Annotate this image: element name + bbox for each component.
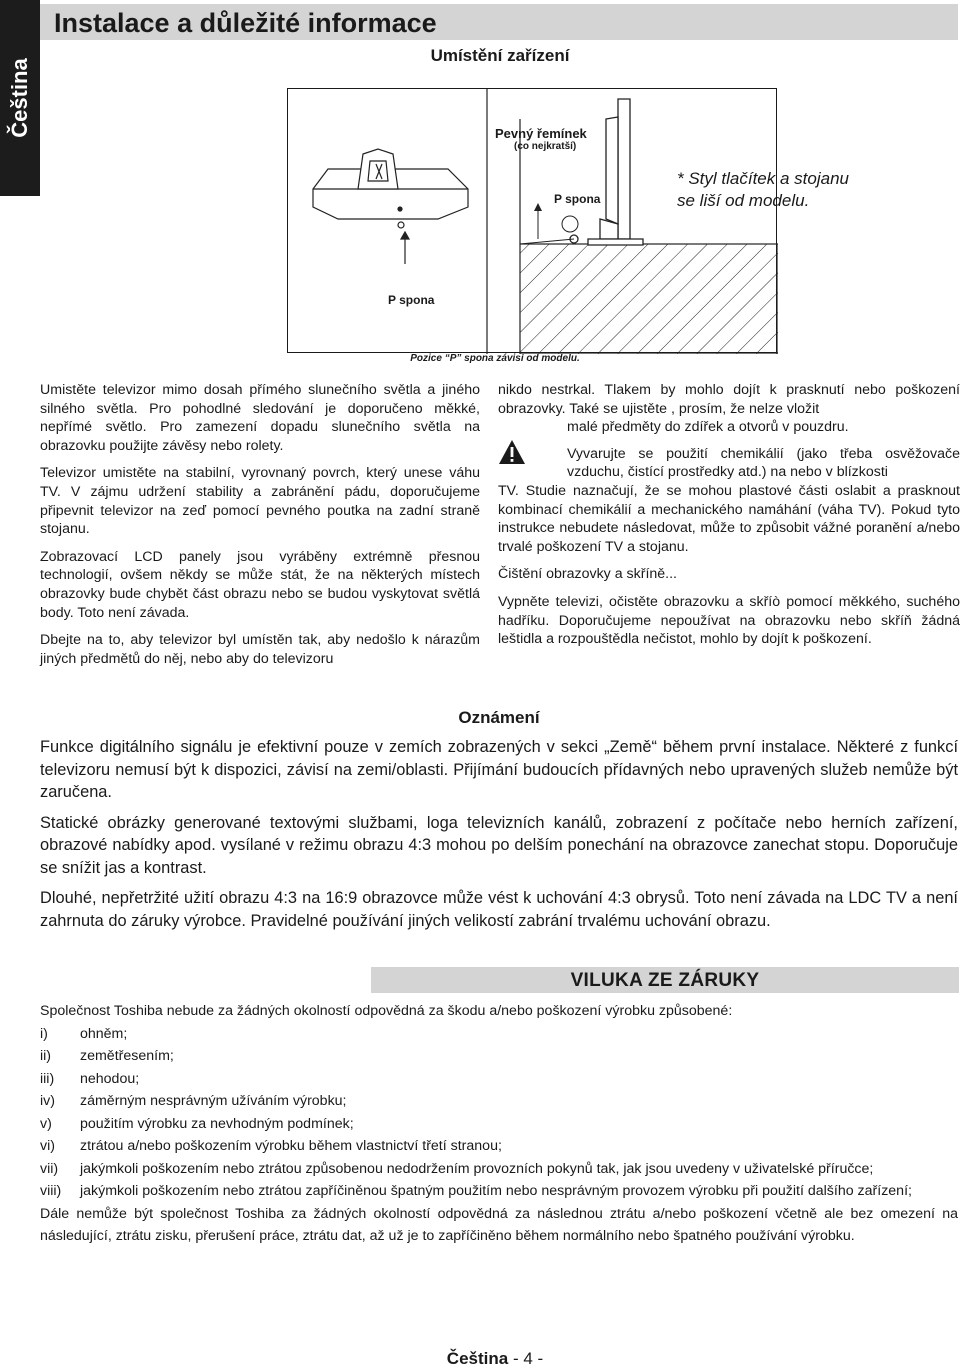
cleaning-heading: Čištění obrazovky a skříně... xyxy=(498,566,677,583)
page-footer xyxy=(0,1349,960,1369)
right-paragraph: TV. Studie naznačují, že se mohou plastové části oslabit a prasknout kombinací chemikálií a mechanického namáhání (váha TV). Pokud tyto instrukce nebudete následovat, může to způsobit vážné poranění a/nebo trvalé poškození TV a stojanu. xyxy=(498,482,960,555)
style-note-line2: se liší od modelu. xyxy=(677,191,810,210)
warning-icon xyxy=(498,439,526,465)
left-paragraph: Televizor umistěte na stabilní, vyrovnaný povrch, který unese váhu TV. V zájmu udržení stability a zabránění pádu, doporučujeme připevnit televizor na zeď pomocí pevného poutka na zadní straně stojanu. xyxy=(40,465,480,538)
left-paragraph: Zobrazovací LCD panely jsou vyráběny extrémně přesnou technologií, ovšem někdy se může stát, že na některých místech obrazovky bude chybět část obrazu nebo se budou vyskytovat světlá body. Toto není závada. xyxy=(40,548,480,621)
installation-figure xyxy=(287,88,777,353)
warning-block xyxy=(498,418,960,482)
style-note xyxy=(677,168,849,212)
clip-label-right: P spona xyxy=(554,192,601,206)
figure-caption: Pozice “P” spona závisí od modelu. xyxy=(410,353,580,364)
list-item xyxy=(40,1180,958,1203)
list-item-number: v) xyxy=(40,1115,52,1132)
side-tab-label: Čeština xyxy=(7,58,32,138)
placement-heading: Umístění zařízení xyxy=(430,46,570,65)
list-item-text: zemětřesením; xyxy=(80,1048,174,1064)
list-item-text: nehodou; xyxy=(80,1070,140,1087)
right-paragraph: nikdo nestrkal. Tlakem by mohlo dojít k prasknutí nebo poškození obrazovky. Také se ujistěte , prosím, že nelze vložit xyxy=(498,382,960,417)
list-item-number: ii) xyxy=(40,1048,52,1064)
list-item xyxy=(40,1113,958,1136)
warranty-section xyxy=(40,1000,958,1248)
language-side-tab xyxy=(0,0,40,196)
left-column xyxy=(40,381,480,677)
list-item-text: jakýmkoli poškozením nebo ztrátou způsobenou nedodržením provozních pokynů tak, jak jsou uvedeny v uživatelské příručce; xyxy=(80,1160,874,1177)
left-clip-arrow xyxy=(398,222,409,264)
list-item xyxy=(40,1090,958,1113)
warranty-list xyxy=(40,1023,958,1203)
list-item-number: iv) xyxy=(40,1093,55,1109)
warranty-heading: VILUKA ZE ZÁRUKY xyxy=(570,970,760,991)
tv-side-drawing xyxy=(570,99,643,245)
left-paragraph: Umistěte televizor mimo dosah přímého slunečního světla a jiného silného světla. Pro pohodlné sledování je doporučeno měkké, nepřímé světlo. Pro zamezení dopadu slunečního světla na obrazovku použijte závěsy nebo rolety. xyxy=(40,382,480,454)
strap-label: Pevný řemínek xyxy=(495,126,587,141)
list-item-number: vi) xyxy=(40,1138,55,1154)
notice-paragraph: Dlouhé, nepřetržité užití obrazu 4:3 na 16:9 obrazovce může vést k uchování 4:3 obrysů. Toto není závada na LDC TV a není zahrnuta do záruky výrobce. Pravidelné používání jiných velikostí zabrání trvalému uchování obrazu. xyxy=(40,889,958,930)
notice-section xyxy=(40,708,958,940)
warranty-final: Dále nemůže být společnost Toshiba za žádných okolností odpovědná za následnou ztrátu a/nebo poškození včetně ale bez omezení na následující, ztrátu zisku, přerušení práce, ztrátu dat, až už je to zapříčiněno během normálního nebo špatného používání výrobku. xyxy=(40,1205,958,1244)
list-item-text: záměrným nesprávným užíváním výrobku; xyxy=(80,1093,347,1109)
page-title-bar xyxy=(40,4,958,40)
style-note-line1: * Styl tlačítek a stojanu xyxy=(677,169,849,188)
list-item xyxy=(40,1023,958,1046)
list-item xyxy=(40,1158,958,1181)
left-paragraph: Dbejte na to, aby televizor byl umístěn tak, aby nedošlo k nárazům jiných předmětů do něj, nebo aby do televizoru xyxy=(40,632,480,667)
page-number: - 4 - xyxy=(512,1349,544,1368)
list-item-text: ohněm; xyxy=(80,1025,128,1042)
notice-heading: Oznámení xyxy=(458,708,540,727)
notice-paragraph: Funkce digitálního signálu je efektivní pouze v zemích zobrazených v sekci „Země“ během první instalace. Některé z funkcí televizoru nemusí být k dispozici, závisí na zemi/oblasti. Přijímání budoucích přídavných nebo upravených služeb nemůže být zaručena. xyxy=(40,738,958,801)
page-title: Instalace a důležité informace xyxy=(54,8,437,38)
footer-language: Čeština xyxy=(446,1349,509,1368)
list-item xyxy=(40,1135,958,1158)
warranty-heading-bar xyxy=(371,967,959,993)
list-item-number: iii) xyxy=(40,1070,55,1087)
list-item-number: viii) xyxy=(40,1183,62,1199)
warning-text-1: malé předměty do zdířek a otvorů v pouzdru. xyxy=(567,419,849,436)
list-item xyxy=(40,1045,958,1068)
warning-text-2: Vyvarujte se použití chemikálií (jako třeba osvěžovače vzduchu, čistící prostředky atd.) na nebo v blízkosti xyxy=(567,445,960,481)
stand-drawing xyxy=(313,149,468,219)
list-item-number: i) xyxy=(40,1025,48,1042)
strap-sublabel: (co nejkratší) xyxy=(514,141,577,152)
list-item xyxy=(40,1068,958,1091)
clip-label-left: P spona xyxy=(388,293,435,307)
list-item-text: použitím výrobku za nevhodným podmínek; xyxy=(80,1115,354,1132)
right-column xyxy=(498,381,960,658)
notice-paragraph: Statické obrázky generované textovými službami, loga televizních kanálů, zobrazení z počítače nebo herních zařízení, obrazové nabídky apod. vysílané v režimu obrazu 4:3 mohou po delším ponechání na obrazovce zanechat stopu. Doporučuje se snížit jas a kontrast. xyxy=(40,813,958,877)
list-item-text: jakýmkoli poškozením nebo ztrátou zapříčiněnou špatným použitím nebo nesprávným provozem výrobku při použití dalšího zařízení; xyxy=(80,1183,912,1199)
warranty-intro: Společnost Toshiba nebude za žádných okolností odpovědná za škodu a/nebo poškození výrobku způsobené: xyxy=(40,1003,733,1019)
list-item-number: vii) xyxy=(40,1160,59,1177)
list-item-text: ztrátou a/nebo poškozením výrobku během vlastnictví třetí stranou; xyxy=(80,1138,502,1154)
right-paragraph: Vypněte televizi, očistěte obrazovku a skříò pomocí měkkého, suchého hadříku. Doporučujeme nepoužívat na obrazovku nebo skříň žádná leštidla a rozpouštědla nečistot, mohlo by dojít k poškození. xyxy=(498,593,960,648)
